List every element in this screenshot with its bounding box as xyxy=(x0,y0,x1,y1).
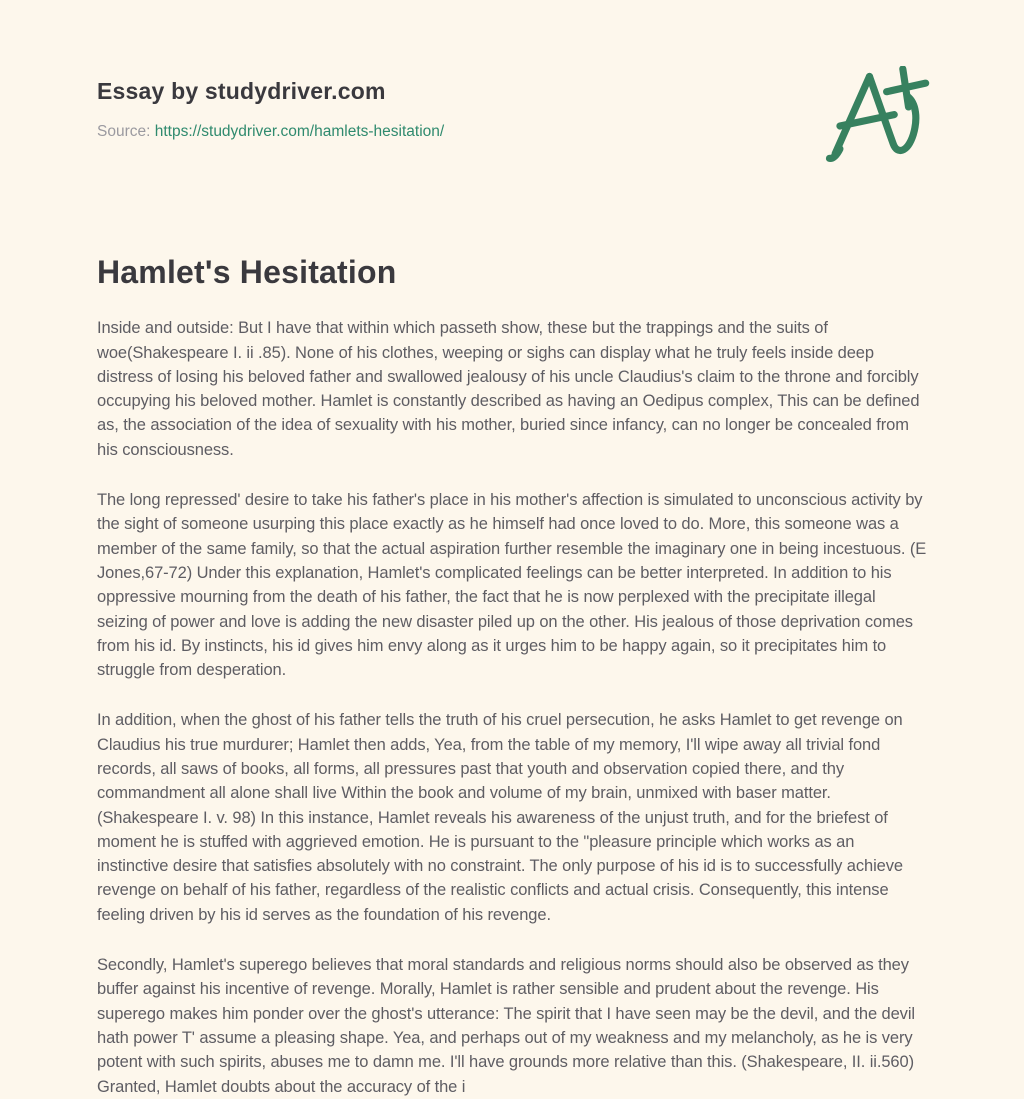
site-heading: Essay by studydriver.com xyxy=(97,78,386,104)
page-header xyxy=(97,0,930,142)
essay-paragraph-3: In addition, when the ghost of his father tells the truth of his cruel persecution, he asks Hamlet to get revenge on Claudius his true murdurer; Hamlet then adds, Yea, from the table of my memory, I'll wipe away all trivial fond records, all saws of books, all forms, all pressures past that youth and observation copied there, and thy commandment all alone shall live Within the book and volume of my brain, unmixed with baser matter. (Shakespeare I. v. 98) In this instance, Hamlet reveals his awareness of the unjust truth, and for the briefest of moment he is stuffed with aggrieved emotion. He is pursuant to the "pleasure principle which works as an instinctive desire that satisfies absolutely with no constraint. The only purpose of his id is to successfully achieve revenge on behalf of his father, regardless of the realistic conflicts and actual crisis. Consequently, this intense feeling driven by his id serves as the foundation of his revenge. xyxy=(97,711,903,924)
essay-paragraph-2: The long repressed' desire to take his father's place in his mother's affection is simulated to unconscious activity by the sight of someone usurping this place exactly as he himself had once loved to do. More, this someone was a member of the same family, so that the actual aspiration further resemble the imaginary one in being incestuous. (E Jones,67-72) Under this explanation, Hamlet's complicated feelings can be better interpreted. In addition to his oppressive mourning from the death of his father, the fact that he is now perplexed with the precipitate illegal seizing of power and love is adding the new disaster piled up on the other. His jealous of those deprivation comes from his id. By instincts, his id gives him envy along as it urges him to be happy again, so it precipitates him to struggle from desperation. xyxy=(97,491,927,680)
source-link[interactable]: https://studydriver.com/hamlets-hesitation/ xyxy=(154,123,445,141)
source-line xyxy=(97,122,930,142)
essay-title: Hamlet's Hesitation xyxy=(97,254,397,291)
essay-paragraph-4: Secondly, Hamlet's superego believes that moral standards and religious norms should also be observed as they buffer against his incentive of revenge. Morally, Hamlet is rather sensible and prudent about the revenge. His superego makes him ponder over the ghost's utterance: The spirit that I have seen may be the devil, and the devil hath power T' assume a pleasing shape. Yea, and perhaps out of my weakness and my melancholy, as he is very potent with such spirits, abuses me to damn me. I'll have grounds more relative than this. (Shakespeare, II. ii.560) Granted, Hamlet doubts about the accuracy of the i xyxy=(97,956,915,1096)
essay-content xyxy=(97,254,930,1098)
studydriver-a-plus-logo-icon xyxy=(824,66,934,166)
essay-body xyxy=(97,316,930,1099)
source-label: Source: xyxy=(97,123,151,141)
essay-paragraph-1: Inside and outside: But I have that within which passeth show, these but the trappings and the suits of woe(Shakespeare I. ii .85). None of his clothes, weeping or sighs can display what he truly feels inside deep distress of losing his beloved father and swallowed jealousy of his uncle Claudius's claim to the throne and forcibly occupying his beloved mother. Hamlet is constantly described as having an Oedipus complex, This can be defined as, the association of the idea of sexuality with his mother, buried since infancy, can no longer be concealed from his consciousness. xyxy=(97,319,920,459)
